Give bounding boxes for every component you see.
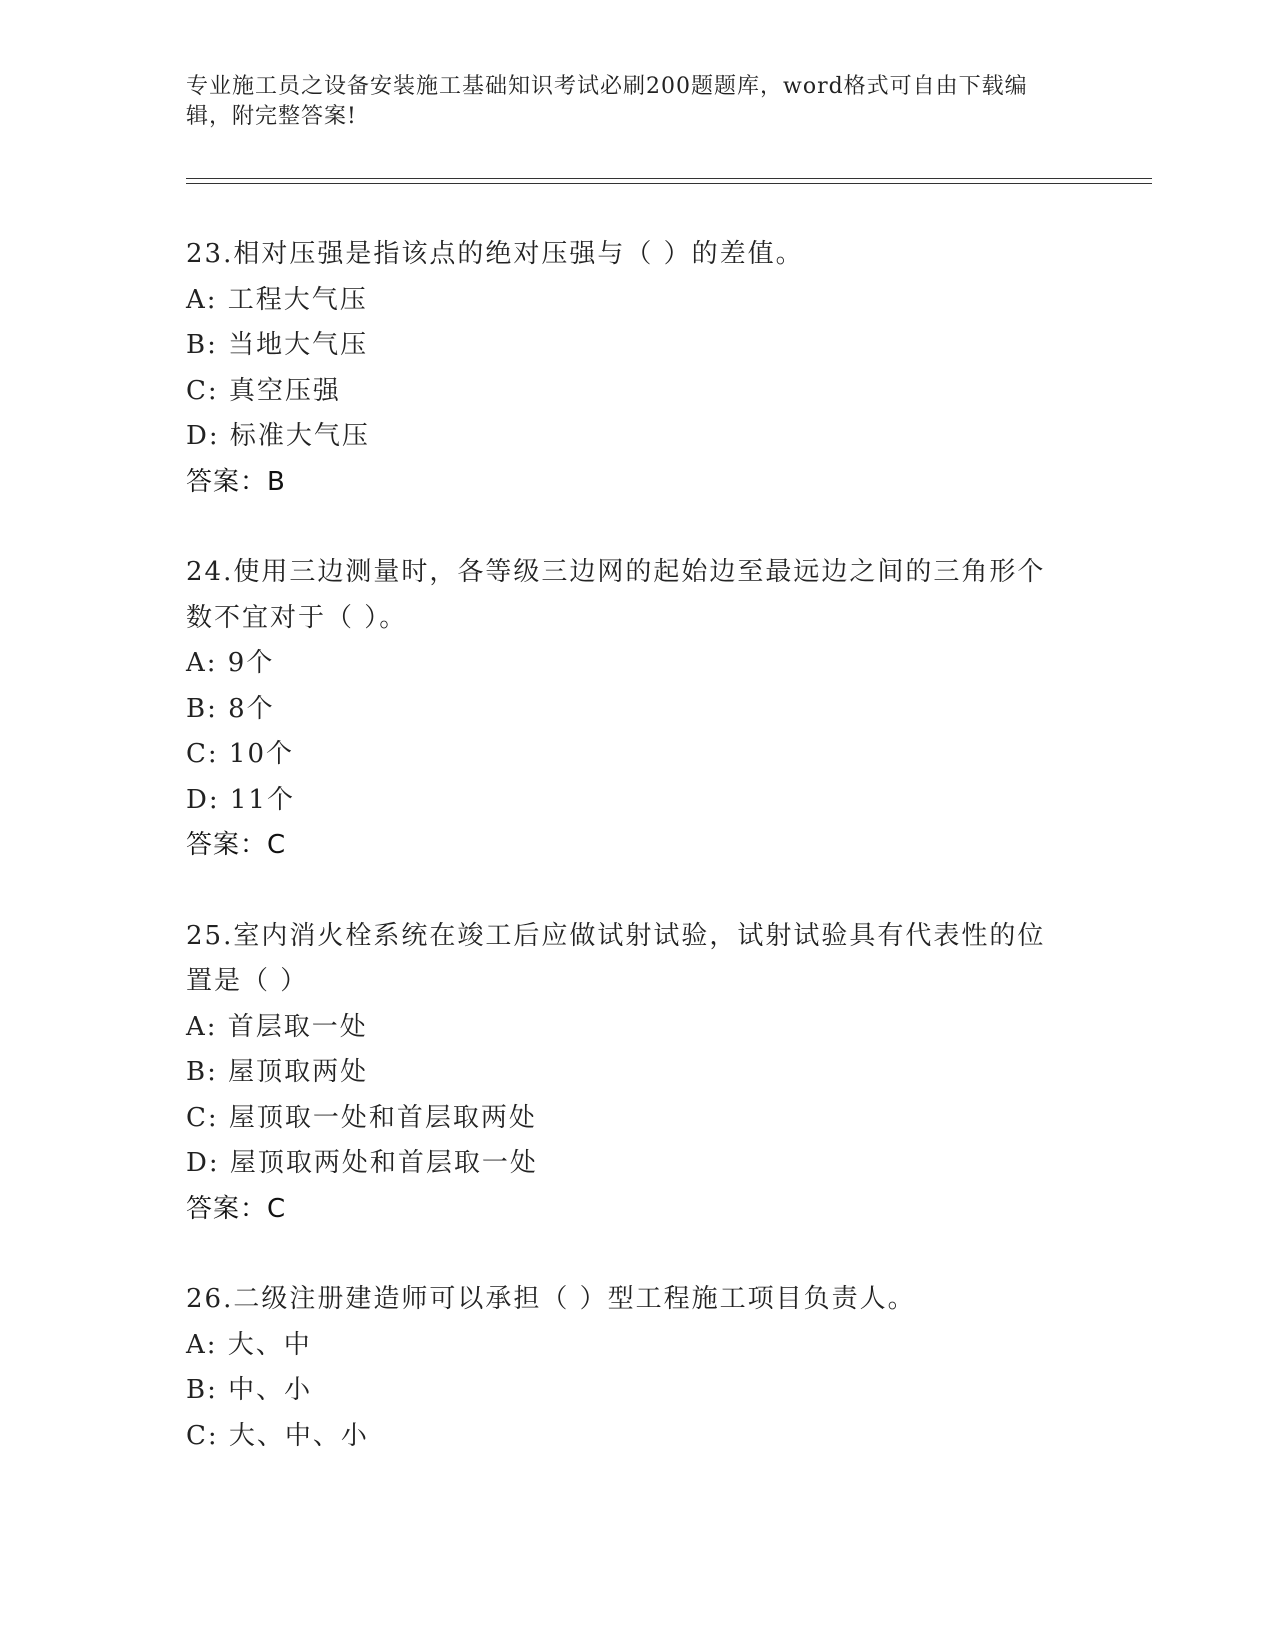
question-26 xyxy=(186,1277,1086,1459)
option-a: A: 大、中 xyxy=(186,1329,312,1360)
option-a: A: 首层取一处 xyxy=(186,1011,368,1042)
question-list xyxy=(186,232,1086,1504)
question-stem: 24.使用三边测量时，各等级三边网的起始边至最远边之间的三角形个数不宜对于（ ）。 xyxy=(186,557,1046,633)
answer-line: 答案：B xyxy=(186,466,286,497)
question-stem: 23.相对压强是指该点的绝对压强与（ ）的差值。 xyxy=(186,239,804,269)
option-d: D: 11个 xyxy=(186,784,295,815)
question-25 xyxy=(186,914,1086,1233)
question-stem: 25.室内消火栓系统在竣工后应做试射试验，试射试验具有代表性的位置是（ ） xyxy=(186,920,1046,996)
answer-line: 答案：C xyxy=(186,830,287,860)
option-d: D: 标准大气压 xyxy=(186,421,370,451)
question-stem: 26.二级注册建造师可以承担（ ）型工程施工项目负责人。 xyxy=(186,1284,916,1314)
option-c: C: 屋顶取一处和首层取两处 xyxy=(186,1102,537,1133)
option-b: B: 中、小 xyxy=(186,1375,313,1405)
question-23 xyxy=(186,232,1086,505)
option-b: B: 8个 xyxy=(186,693,275,724)
option-d: D: 屋顶取两处和首层取一处 xyxy=(186,1148,538,1178)
option-b: B: 屋顶取两处 xyxy=(186,1057,369,1087)
option-c: C: 真空压强 xyxy=(186,375,341,406)
question-24 xyxy=(186,550,1086,869)
option-c: C: 大、中、小 xyxy=(186,1420,369,1451)
answer-line: 答案：C xyxy=(186,1193,287,1224)
option-a: A: 9个 xyxy=(186,648,275,678)
option-b: B: 当地大气压 xyxy=(186,330,369,360)
header-divider-top xyxy=(186,178,1152,179)
header-divider-bottom xyxy=(186,183,1152,184)
option-a: A: 工程大气压 xyxy=(186,284,368,315)
document-header: 专业施工员之设备安装施工基础知识考试必刷200题题库，word格式可自由下载编辑，附完整答案! xyxy=(186,74,1028,129)
option-c: C: 10个 xyxy=(186,739,295,769)
